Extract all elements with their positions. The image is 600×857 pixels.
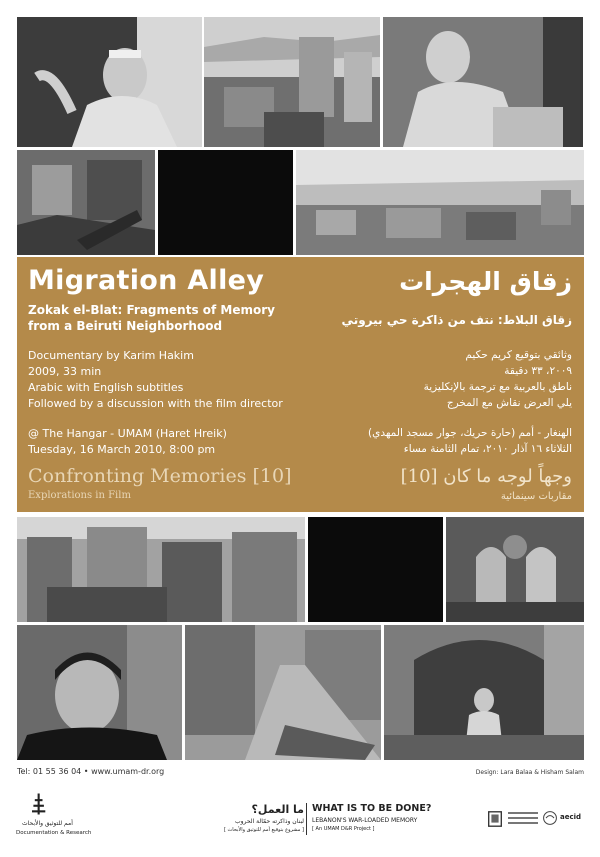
date-arabic: الثلاثاء ١٦ آذار ٢٠١٠، تمام الثامنة مساء [403, 443, 572, 455]
black-tile [158, 150, 293, 255]
series-title-english: Confronting Memories [10] [28, 465, 292, 487]
project-subtitle-english: LEBANON'S WAR-LOADED MEMORY [312, 817, 418, 824]
credit-english: Documentary by Karim Hakim [28, 349, 194, 362]
series-title-arabic: وجهاً لوجه ما كان [10] [400, 466, 572, 487]
series-subtitle-english: Explorations in Film [28, 490, 131, 501]
language-english: Arabic with English subtitles [28, 381, 184, 394]
year-duration-arabic: ٢٠٠٩، ٣٣ دقيقة [504, 365, 572, 377]
project-title-english: WHAT IS TO BE DONE? [312, 803, 432, 814]
project-logo [212, 803, 432, 843]
umam-label: Documentation & Research [16, 830, 92, 836]
photo-man-with-cigarette [383, 17, 583, 147]
photo-priest-portrait [17, 625, 182, 760]
title-band [17, 257, 584, 512]
project-title-arabic: ما العمل؟ [251, 803, 304, 816]
photo-ruined-interior [17, 150, 155, 255]
umam-arabic-name: أمم للتوثيق والأبحاث [22, 820, 73, 827]
project-note-english: [ An UMAM D&R Project ] [312, 826, 375, 832]
photo-beirut-skyline [204, 17, 380, 147]
umam-logo [16, 790, 92, 845]
film-subtitle-arabic: زقاق البلاط: نتف من ذاكرة حي بيروتي [341, 313, 572, 327]
venue-english: @ The Hangar - UMAM (Haret Hreik) [28, 427, 227, 440]
aecid-circle-icon [542, 810, 558, 826]
aecid-label: aecid [560, 813, 582, 821]
photo-coastal-panorama [296, 150, 584, 255]
black-tile [308, 517, 443, 622]
photo-ornate-hall [446, 517, 584, 622]
series-subtitle-arabic: مقاربات سينمائية [500, 491, 572, 502]
coat-of-arms-icon [486, 810, 504, 828]
photo-apartment-blocks [17, 517, 305, 622]
cooperation-text-lines [508, 812, 538, 824]
film-subtitle-english-line2: from a Beiruti Neighborhood [28, 319, 223, 333]
film-subtitle-english-line1: Zokak el-Blat: Fragments of Memory [28, 303, 275, 317]
project-subtitle-arabic: لبنان وذاكرته حمّالة الحروب [235, 818, 304, 825]
photo-elderly-man-gesturing [17, 17, 202, 147]
credit-arabic: وثائقي بتوقيع كريم حكيم [465, 349, 572, 361]
design-credit: Design: Lara Balaa & Hisham Salam [475, 769, 584, 776]
photo-man-seated-doorway [384, 625, 584, 760]
project-divider [306, 803, 307, 835]
discussion-english: Followed by a discussion with the film director [28, 397, 283, 410]
film-title-arabic: زقاق الهجرات [399, 267, 572, 296]
project-note-arabic: [ مشروع بتوقيع أمم للتوثيق والأبحاث ] [223, 827, 304, 833]
photo-damaged-street [185, 625, 381, 760]
date-english: Tuesday, 16 March 2010, 8:00 pm [28, 443, 216, 456]
venue-arabic: الهنغار - أمم (حارة حريك، جوار مسجد المهدي) [368, 427, 572, 439]
contact-info: Tel: 01 55 36 04 • www.umam-dr.org [17, 767, 165, 776]
discussion-arabic: يلي العرض نقاش مع المخرج [446, 397, 572, 409]
film-title-english: Migration Alley [28, 265, 265, 296]
umam-emblem-icon [32, 790, 46, 818]
spanish-cooperation-logo [486, 808, 582, 834]
year-duration-english: 2009, 33 min [28, 365, 102, 378]
language-arabic: ناطق بالعربية مع ترجمة بالإنكليزية [423, 381, 572, 393]
